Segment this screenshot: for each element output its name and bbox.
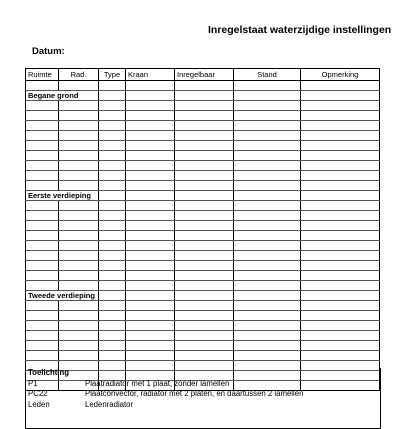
table-cell[interactable] — [234, 81, 301, 91]
table-cell[interactable] — [126, 121, 175, 131]
table-cell[interactable] — [175, 131, 234, 141]
table-row — [26, 281, 380, 291]
table-cell[interactable] — [26, 351, 59, 361]
legend-item — [26, 400, 380, 411]
table-cell[interactable] — [99, 211, 126, 221]
table-cell[interactable] — [59, 211, 99, 221]
table-cell[interactable] — [99, 171, 126, 181]
table-cell[interactable] — [301, 271, 380, 281]
section-label: Eerste verdieping — [26, 191, 99, 201]
table-cell[interactable] — [175, 221, 234, 231]
table-cell[interactable] — [59, 171, 99, 181]
table-cell[interactable] — [301, 81, 380, 91]
table-row — [26, 131, 380, 141]
table-cell[interactable] — [301, 101, 380, 111]
legend-text: Plaatradiator met 1 plaat, zonder lamellen — [85, 378, 230, 388]
table-cell[interactable] — [301, 201, 380, 211]
table-cell[interactable] — [59, 161, 99, 171]
legend-code: Leden — [28, 399, 50, 409]
table-cell[interactable] — [301, 151, 380, 161]
table-cell[interactable] — [301, 311, 380, 321]
table-row — [26, 241, 380, 251]
table-cell[interactable] — [59, 341, 99, 351]
table-cell[interactable] — [301, 341, 380, 351]
table-cell[interactable] — [26, 301, 59, 311]
table-row — [26, 111, 380, 121]
table-cell[interactable] — [26, 341, 59, 351]
table-cell[interactable] — [234, 351, 301, 361]
table-cell[interactable] — [99, 311, 126, 321]
table-cell[interactable] — [175, 281, 234, 291]
table-cell[interactable] — [126, 311, 175, 321]
table-cell[interactable] — [59, 301, 99, 311]
legend-code: PC22 — [28, 389, 48, 398]
settings-table — [25, 68, 380, 391]
table-cell[interactable] — [99, 261, 126, 271]
table-cell[interactable] — [26, 231, 59, 241]
table-cell[interactable] — [126, 341, 175, 351]
table-cell[interactable] — [99, 231, 126, 241]
table-cell[interactable] — [175, 201, 234, 211]
table-cell[interactable] — [175, 181, 234, 191]
table-cell[interactable] — [126, 251, 175, 261]
table-cell[interactable] — [99, 141, 126, 151]
table-cell[interactable] — [234, 201, 301, 211]
table-body — [26, 81, 380, 391]
table-cell[interactable] — [175, 241, 234, 251]
table-cell[interactable] — [99, 81, 126, 91]
table-cell[interactable] — [234, 261, 301, 271]
table-cell[interactable] — [59, 221, 99, 231]
table-cell[interactable] — [26, 101, 59, 111]
table-cell[interactable] — [99, 241, 126, 251]
table-cell[interactable] — [26, 141, 59, 151]
table-cell[interactable] — [126, 221, 175, 231]
table-cell[interactable] — [99, 111, 126, 121]
table-cell[interactable] — [59, 351, 99, 361]
table-cell[interactable] — [301, 231, 380, 241]
table-cell[interactable] — [99, 331, 126, 341]
table-cell[interactable] — [301, 331, 380, 341]
section-row — [26, 291, 380, 301]
table-cell[interactable] — [301, 161, 380, 171]
table-cell[interactable] — [26, 251, 59, 261]
column-header-inregelbaar: Inregelbaar — [175, 69, 234, 81]
table-cell[interactable] — [301, 181, 380, 191]
table-cell[interactable] — [175, 151, 234, 161]
table-cell[interactable] — [59, 281, 99, 291]
table-cell[interactable] — [234, 271, 301, 281]
table-cell[interactable] — [301, 281, 380, 291]
table-cell[interactable] — [99, 151, 126, 161]
date-label: Datum: — [32, 46, 65, 57]
table-cell[interactable] — [175, 141, 234, 151]
table-cell[interactable] — [59, 241, 99, 251]
table-cell[interactable] — [59, 121, 99, 131]
table-cell[interactable] — [26, 281, 59, 291]
table-cell[interactable] — [126, 211, 175, 221]
table-cell[interactable] — [234, 331, 301, 341]
table-cell[interactable] — [99, 251, 126, 261]
table-cell[interactable] — [175, 271, 234, 281]
table-cell[interactable] — [175, 291, 234, 301]
table-cell[interactable] — [59, 141, 99, 151]
table-cell[interactable] — [99, 101, 126, 111]
table-cell[interactable] — [99, 201, 126, 211]
table-cell[interactable] — [234, 181, 301, 191]
table-cell[interactable] — [99, 221, 126, 231]
table-cell[interactable] — [234, 251, 301, 261]
table-row — [26, 221, 380, 231]
table-cell[interactable] — [234, 131, 301, 141]
table-cell[interactable] — [26, 161, 59, 171]
table-cell[interactable] — [26, 121, 59, 131]
table-cell[interactable] — [175, 251, 234, 261]
table-cell[interactable] — [234, 221, 301, 231]
table-cell[interactable] — [126, 241, 175, 251]
table-cell[interactable] — [126, 91, 175, 101]
legend-item — [26, 379, 380, 390]
table-cell[interactable] — [26, 241, 59, 251]
table-cell[interactable] — [175, 121, 234, 131]
table-cell[interactable] — [234, 291, 301, 301]
table-cell[interactable] — [99, 91, 126, 101]
table-cell[interactable] — [126, 181, 175, 191]
section-label: Tweede verdieping — [26, 291, 99, 301]
table-cell[interactable] — [59, 261, 99, 271]
table-cell[interactable] — [234, 321, 301, 331]
table-cell[interactable] — [26, 131, 59, 141]
table-cell[interactable] — [26, 171, 59, 181]
table-cell[interactable] — [99, 181, 126, 191]
table-row — [26, 81, 380, 91]
table-cell[interactable] — [26, 271, 59, 281]
table-cell[interactable] — [175, 311, 234, 321]
table-cell[interactable] — [301, 131, 380, 141]
table-cell[interactable] — [126, 291, 175, 301]
table-cell[interactable] — [234, 121, 301, 131]
table-cell[interactable] — [26, 261, 59, 271]
table-cell[interactable] — [175, 191, 234, 201]
table-cell[interactable] — [126, 171, 175, 181]
legend-item — [26, 389, 380, 400]
table-cell[interactable] — [126, 141, 175, 151]
table-cell[interactable] — [59, 231, 99, 241]
table-cell[interactable] — [301, 351, 380, 361]
table-cell[interactable] — [126, 321, 175, 331]
table-cell[interactable] — [175, 351, 234, 361]
table-row — [26, 271, 380, 281]
column-header-stand: Stand — [234, 69, 301, 81]
table-cell[interactable] — [301, 121, 380, 131]
table-cell[interactable] — [234, 171, 301, 181]
table-cell[interactable] — [126, 111, 175, 121]
table-cell[interactable] — [26, 331, 59, 341]
table-cell[interactable] — [175, 161, 234, 171]
table-cell[interactable] — [99, 291, 126, 301]
table-cell[interactable] — [175, 261, 234, 271]
table-cell[interactable] — [99, 191, 126, 201]
table-cell[interactable] — [126, 81, 175, 91]
section-row — [26, 91, 380, 101]
table-cell[interactable] — [301, 191, 380, 201]
table-cell[interactable] — [126, 101, 175, 111]
legend-box — [25, 368, 381, 429]
table-cell[interactable] — [26, 201, 59, 211]
table-cell[interactable] — [234, 341, 301, 351]
table-cell[interactable] — [175, 341, 234, 351]
table-cell[interactable] — [126, 261, 175, 271]
table-cell[interactable] — [301, 141, 380, 151]
legend-text: Plaatconvector, radiator met 2 platen, en daartussen 2 lamellen — [85, 389, 304, 398]
table-cell[interactable] — [99, 321, 126, 331]
table-cell[interactable] — [99, 351, 126, 361]
table-cell[interactable] — [59, 111, 99, 121]
table-cell[interactable] — [301, 261, 380, 271]
table-row — [26, 171, 380, 181]
column-header-ruimte: Ruimte — [26, 69, 59, 81]
table-row — [26, 341, 380, 351]
table-cell[interactable] — [301, 171, 380, 181]
table-cell[interactable] — [126, 201, 175, 211]
table-cell[interactable] — [126, 161, 175, 171]
table-cell[interactable] — [234, 151, 301, 161]
table-cell[interactable] — [301, 291, 380, 301]
table-cell[interactable] — [26, 81, 59, 91]
table-cell[interactable] — [99, 271, 126, 281]
table-cell[interactable] — [59, 311, 99, 321]
table-cell[interactable] — [26, 311, 59, 321]
legend-code: P1 — [28, 378, 38, 388]
table-cell[interactable] — [126, 151, 175, 161]
table-cell[interactable] — [99, 281, 126, 291]
table-cell[interactable] — [126, 231, 175, 241]
table-cell[interactable] — [234, 141, 301, 151]
table-cell[interactable] — [301, 91, 380, 101]
table-cell[interactable] — [234, 231, 301, 241]
table-row — [26, 151, 380, 161]
table-cell[interactable] — [175, 301, 234, 311]
table-cell[interactable] — [59, 181, 99, 191]
table-cell[interactable] — [59, 251, 99, 261]
table-cell[interactable] — [26, 321, 59, 331]
section-row — [26, 191, 380, 201]
table-cell[interactable] — [234, 111, 301, 121]
table-cell[interactable] — [175, 211, 234, 221]
table-row — [26, 101, 380, 111]
table-cell[interactable] — [126, 131, 175, 141]
table-cell[interactable] — [175, 321, 234, 331]
section-label: Begane grond — [26, 91, 99, 101]
table-cell[interactable] — [26, 181, 59, 191]
table-row — [26, 181, 380, 191]
table-cell[interactable] — [301, 301, 380, 311]
table-cell[interactable] — [59, 201, 99, 211]
table-cell[interactable] — [59, 101, 99, 111]
legend-text: Ledenradiator — [85, 399, 134, 409]
table-cell[interactable] — [175, 101, 234, 111]
table-row — [26, 301, 380, 311]
table-row — [26, 161, 380, 171]
table-cell[interactable] — [234, 301, 301, 311]
table-cell[interactable] — [175, 81, 234, 91]
table-cell[interactable] — [126, 331, 175, 341]
column-header-opmerking: Opmerking — [301, 69, 380, 81]
table-cell[interactable] — [175, 231, 234, 241]
table-cell[interactable] — [59, 81, 99, 91]
table-cell[interactable] — [99, 301, 126, 311]
table-row — [26, 201, 380, 211]
table-cell[interactable] — [126, 191, 175, 201]
table-row — [26, 351, 380, 361]
column-header-kraan: Kraan — [126, 69, 175, 81]
column-header-type: Type — [99, 69, 126, 81]
table-cell[interactable] — [99, 131, 126, 141]
table-cell[interactable] — [234, 101, 301, 111]
table-cell[interactable] — [234, 281, 301, 291]
table-cell[interactable] — [301, 111, 380, 121]
table-cell[interactable] — [59, 321, 99, 331]
table-cell[interactable] — [126, 301, 175, 311]
table-row — [26, 231, 380, 241]
table-row — [26, 331, 380, 341]
table-cell[interactable] — [59, 331, 99, 341]
table-row — [26, 311, 380, 321]
table-cell[interactable] — [59, 131, 99, 141]
table-cell[interactable] — [234, 91, 301, 101]
table-row — [26, 321, 380, 331]
table-cell[interactable] — [175, 111, 234, 121]
table-cell[interactable] — [175, 331, 234, 341]
table-row — [26, 261, 380, 271]
table-cell[interactable] — [26, 151, 59, 161]
table-cell[interactable] — [26, 221, 59, 231]
table-cell[interactable] — [301, 241, 380, 251]
table-cell[interactable] — [126, 351, 175, 361]
table-cell[interactable] — [234, 161, 301, 171]
document-title: Inregelstaat waterzijdige instellingen — [208, 24, 392, 36]
table-row — [26, 141, 380, 151]
table-cell[interactable] — [126, 281, 175, 291]
table-cell[interactable] — [26, 111, 59, 121]
legend-heading: Toelichting — [28, 368, 70, 377]
table-cell[interactable] — [59, 271, 99, 281]
table-header-row — [26, 69, 380, 81]
table-cell[interactable] — [234, 311, 301, 321]
table-row — [26, 211, 380, 221]
table-cell[interactable] — [234, 191, 301, 201]
table-cell[interactable] — [301, 321, 380, 331]
table-row — [26, 121, 380, 131]
table-cell[interactable] — [175, 171, 234, 181]
table-cell[interactable] — [301, 251, 380, 261]
column-header-rad: Rad. — [59, 69, 99, 81]
table-cell[interactable] — [99, 161, 126, 171]
table-cell[interactable] — [234, 211, 301, 221]
table-cell[interactable] — [175, 91, 234, 101]
table-cell[interactable] — [301, 221, 380, 231]
table-cell[interactable] — [301, 211, 380, 221]
table-cell[interactable] — [234, 241, 301, 251]
table-row — [26, 251, 380, 261]
table-cell[interactable] — [59, 151, 99, 161]
table-cell[interactable] — [126, 271, 175, 281]
table-cell[interactable] — [99, 121, 126, 131]
table-cell[interactable] — [26, 211, 59, 221]
table-cell[interactable] — [99, 341, 126, 351]
